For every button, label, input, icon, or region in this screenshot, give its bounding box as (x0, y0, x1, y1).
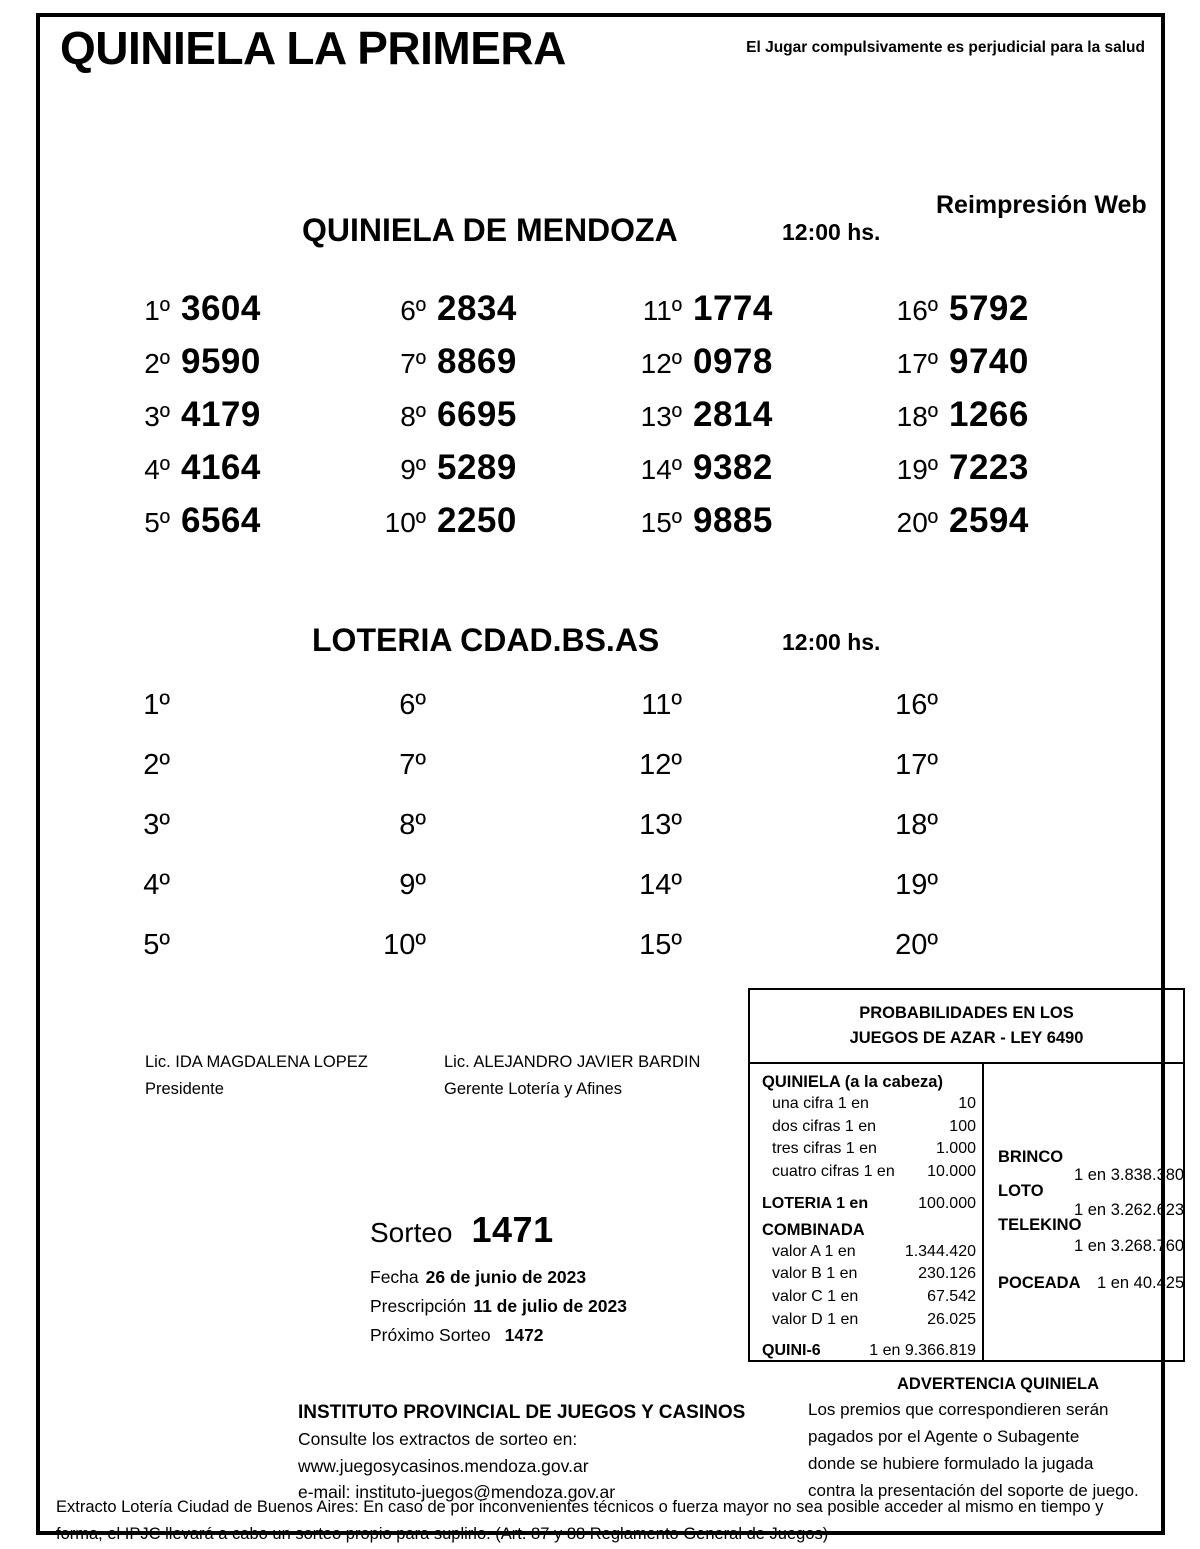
result-position: 14º (640, 454, 682, 485)
advertencia-line: donde se hubiere formulado la jugada (808, 1453, 1094, 1473)
probability-row (762, 1263, 982, 1286)
result-number: 4164 (181, 448, 261, 487)
result-cell (364, 289, 620, 342)
probability-row (762, 1161, 982, 1184)
result-number: 2594 (949, 501, 1029, 540)
probabilities-left-column (750, 1064, 984, 1362)
instituto-line: www.juegosycasinos.mendoza.gov.ar (298, 1455, 589, 1476)
result-cell (108, 689, 364, 749)
result-position: 10º (383, 929, 426, 961)
sorteo-proximo-value: 1472 (504, 1324, 544, 1345)
result-position: 1º (143, 689, 170, 721)
result-cell (364, 869, 620, 929)
result-position: 18º (895, 809, 938, 841)
instituto-line: Consulte los extractos de sorteo en: (298, 1429, 578, 1449)
combinada-row-label: valor B 1 en (772, 1265, 858, 1283)
result-position: 11º (642, 295, 682, 326)
quiniela-row-value: 10.000 (927, 1163, 976, 1181)
combinada-row-label: valor D 1 en (772, 1310, 859, 1328)
result-position: 4º (143, 869, 170, 901)
result-number: 5792 (949, 289, 1029, 328)
brinco-value-wrap (1074, 1166, 1184, 1185)
result-position: 20º (896, 507, 938, 538)
result-cell (876, 689, 1132, 749)
result-cell (364, 342, 620, 395)
combinada-rows (762, 1241, 982, 1332)
sorteo-prescripcion-label: Prescripción (370, 1295, 467, 1316)
brinco-item (998, 1148, 1063, 1167)
result-position: 3º (144, 401, 170, 432)
combinada-row-value: 26.025 (927, 1310, 976, 1328)
result-position: 9º (399, 869, 426, 901)
sorteo-prescripcion (370, 1292, 730, 1321)
result-position: 10º (384, 507, 426, 538)
loteria-value: 100.000 (918, 1194, 976, 1212)
result-position: 15º (640, 507, 682, 538)
quiniela-row-value: 100 (949, 1117, 976, 1135)
result-position: 5º (144, 507, 170, 538)
probability-row (762, 1138, 982, 1161)
advertencia-lines (808, 1397, 1188, 1504)
result-position: 16º (895, 689, 938, 721)
loteria-label: LOTERIA 1 en (762, 1194, 869, 1212)
probabilities-title-line1: PROBABILIDADES EN LOS (859, 1004, 1074, 1023)
draw-time-mendoza: 12:00 hs. (782, 219, 881, 245)
result-position: 19º (896, 454, 938, 485)
telekino-value-wrap (1074, 1237, 1184, 1256)
signature-president-role: Presidente (145, 1079, 224, 1098)
result-cell (364, 448, 620, 501)
result-number: 9885 (693, 501, 773, 540)
loto-label: LOTO (998, 1182, 1044, 1200)
advertencia-title: ADVERTENCIA QUINIELA (897, 1375, 1099, 1393)
probabilities-table (748, 988, 1185, 1362)
result-number: 9740 (949, 342, 1029, 381)
loto-value: 1 en 3.262.623 (1074, 1201, 1185, 1219)
result-cell (876, 289, 1132, 342)
result-position: 20º (895, 929, 938, 961)
page-title: QUINIELA LA PRIMERA (60, 22, 566, 74)
sorteo-label: Sorteo (370, 1217, 453, 1248)
probability-row (762, 1116, 982, 1139)
telekino-value: 1 en 3.268.760 (1074, 1237, 1185, 1255)
signature-president-name: Lic. IDA MAGDALENA LOPEZ (145, 1053, 368, 1071)
probability-row (762, 1286, 982, 1309)
quini6-value: 1 en 9.366.819 (869, 1342, 976, 1360)
result-cell (620, 929, 876, 989)
result-number: 2834 (437, 289, 517, 328)
combinada-row-value: 67.542 (927, 1288, 976, 1306)
result-position: 12º (639, 749, 682, 781)
advertencia-block (808, 1375, 1188, 1504)
result-position: 9º (400, 454, 426, 485)
result-number: 5289 (437, 448, 517, 487)
sorteo-fecha-label: Fecha (370, 1267, 419, 1287)
result-cell (876, 749, 1132, 809)
probabilities-title (750, 990, 1183, 1064)
draw-header-bsas (312, 595, 1012, 659)
result-cell (620, 749, 876, 809)
result-cell (876, 501, 1132, 554)
quini6-label: QUINI-6 (762, 1342, 821, 1360)
result-position: 17º (896, 348, 938, 379)
probabilities-right-column (984, 1064, 1183, 1362)
result-position: 8º (400, 401, 426, 432)
result-cell (108, 929, 364, 989)
combinada-heading: COMBINADA (762, 1220, 865, 1239)
loto-value-wrap (1074, 1201, 1184, 1220)
signature-president (145, 1049, 368, 1102)
result-position: 2º (143, 749, 170, 781)
result-cell (620, 448, 876, 501)
results-grid-bsas (108, 689, 1132, 989)
advertencia-line: Los premios que correspondieren serán (808, 1400, 1109, 1419)
result-number: 6695 (437, 395, 517, 434)
result-cell (108, 342, 364, 395)
quiniela-row-value: 1.000 (935, 1140, 976, 1158)
sorteo-block (370, 1209, 730, 1350)
brinco-value: 1 en 3.838.380 (1074, 1166, 1185, 1184)
quiniela-rows (762, 1093, 982, 1184)
result-position: 19º (895, 869, 938, 901)
sorteo-heading (370, 1209, 730, 1251)
quini6-row (762, 1340, 982, 1363)
result-position: 13º (640, 401, 682, 432)
result-number: 0978 (693, 342, 773, 381)
quiniela-row-label: dos cifras 1 en (772, 1117, 877, 1135)
result-number: 6564 (181, 501, 261, 540)
combinada-row-label: valor C 1 en (772, 1288, 859, 1306)
result-position: 12º (640, 348, 682, 379)
result-cell (364, 809, 620, 869)
quiniela-heading: QUINIELA (a la cabeza) (762, 1073, 943, 1091)
signature-manager-role: Gerente Lotería y Afines (444, 1079, 622, 1098)
signature-manager-name: Lic. ALEJANDRO JAVIER BARDIN (444, 1053, 701, 1071)
probability-row (762, 1309, 982, 1332)
result-cell (620, 501, 876, 554)
draw-header-mendoza (302, 185, 1162, 249)
result-cell (108, 501, 364, 554)
result-cell (108, 809, 364, 869)
result-cell (108, 395, 364, 448)
quiniela-row-label: tres cifras 1 en (772, 1140, 877, 1158)
sorteo-proximo (370, 1321, 730, 1350)
result-position: 17º (895, 749, 938, 781)
result-cell (620, 809, 876, 869)
result-position: 7º (399, 749, 426, 781)
gambling-warning: El Jugar compulsivamente es perjudicial para la salud (746, 39, 1145, 56)
result-cell (364, 929, 620, 989)
result-position: 14º (639, 869, 682, 901)
result-cell (364, 501, 620, 554)
result-position: 1º (144, 295, 170, 326)
result-number: 8869 (437, 342, 517, 381)
result-cell (620, 869, 876, 929)
sorteo-prescripcion-value: 11 de julio de 2023 (473, 1295, 627, 1316)
instituto-block (298, 1402, 745, 1506)
probability-row (762, 1241, 982, 1264)
instituto-title: INSTITUTO PROVINCIAL DE JUEGOS Y CASINOS (298, 1402, 746, 1423)
result-position: 15º (639, 929, 682, 961)
footnote: Extracto Lotería Ciudad de Buenos Aires: En caso de por inconvenientes técnicos o fuerza mayor no sea posible acceder al mismo en tiempo y forma, el IPJC llevará a cabo un sorteo propio para suplirlo. (Art. 87 y 88 Reglamento General de Juegos) (56, 1498, 1104, 1544)
loteria-row (762, 1193, 982, 1216)
combinada-row-label: valor A 1 en (772, 1242, 856, 1260)
result-cell (620, 342, 876, 395)
result-number: 4179 (181, 395, 261, 434)
signature-manager (444, 1049, 700, 1102)
probabilities-title-line2: JUEGOS DE AZAR - LEY 6490 (849, 1029, 1084, 1047)
result-position: 7º (400, 348, 426, 379)
result-cell (108, 448, 364, 501)
result-position: 6º (400, 295, 426, 326)
result-position: 2º (144, 348, 170, 379)
brinco-label: BRINCO (998, 1148, 1064, 1166)
result-cell (876, 809, 1132, 869)
draw-title-bsas: LOTERIA CDAD.BS.AS (312, 622, 660, 658)
result-position: 4º (144, 454, 170, 485)
results-grid-mendoza (108, 289, 1132, 554)
result-position: 3º (143, 809, 170, 841)
result-cell (108, 869, 364, 929)
result-position: 11º (641, 689, 682, 721)
loto-item (998, 1182, 1044, 1201)
result-number: 3604 (181, 289, 261, 328)
result-cell (876, 448, 1132, 501)
advertencia-line: contra la presentación del soporte de juego. (808, 1480, 1139, 1500)
result-cell (364, 689, 620, 749)
quiniela-row-label: cuatro cifras 1 en (772, 1163, 895, 1181)
result-number: 1774 (693, 289, 773, 328)
quiniela-row-value: 10 (958, 1095, 976, 1112)
result-cell (876, 342, 1132, 395)
reprint-flag: Reimpresión Web (936, 191, 1147, 219)
result-cell (108, 289, 364, 342)
draw-time-bsas: 12:00 hs. (782, 629, 881, 655)
poceada-item (998, 1274, 1184, 1293)
result-cell (620, 289, 876, 342)
quiniela-row-label: una cifra 1 en (772, 1095, 869, 1112)
advertencia-line: pagados por el Agente o Subagente (808, 1426, 1080, 1446)
result-position: 8º (399, 809, 426, 841)
combinada-row-value: 230.126 (918, 1265, 976, 1283)
sorteo-proximo-label: Próximo Sorteo (370, 1324, 491, 1345)
probabilities-body (750, 1064, 1183, 1362)
result-number: 7223 (949, 448, 1029, 487)
combinada-row-value: 1.344.420 (904, 1242, 976, 1260)
result-cell (620, 395, 876, 448)
result-number: 1266 (949, 395, 1029, 434)
result-number: 9382 (693, 448, 773, 487)
result-position: 13º (639, 809, 682, 841)
poceada-value: 1 en 40.425 (1096, 1274, 1185, 1292)
result-cell (620, 689, 876, 749)
result-cell (876, 395, 1132, 448)
extract-page (36, 13, 1185, 1544)
telekino-label: TELEKINO (998, 1216, 1082, 1234)
sorteo-fecha (370, 1263, 730, 1292)
poceada-label: POCEADA (998, 1274, 1081, 1292)
draw-title-mendoza: QUINIELA DE MENDOZA (302, 212, 678, 248)
probability-row (762, 1093, 982, 1116)
result-cell (364, 749, 620, 809)
result-cell (108, 749, 364, 809)
result-position: 5º (143, 929, 170, 961)
sorteo-fecha-value: 26 de junio de 2023 (425, 1267, 587, 1287)
result-number: 2814 (693, 395, 773, 434)
telekino-item (998, 1216, 1081, 1235)
result-cell (364, 395, 620, 448)
masthead (60, 22, 1145, 87)
instituto-line: e-mail: instituto-juegos@mendoza.gov.ar (298, 1482, 616, 1503)
result-cell (876, 869, 1132, 929)
result-number: 2250 (437, 501, 517, 540)
result-position: 6º (399, 689, 426, 721)
result-position: 16º (896, 295, 938, 326)
sorteo-number: 1471 (471, 1209, 554, 1250)
result-number: 9590 (181, 342, 261, 381)
result-position: 18º (896, 401, 938, 432)
result-cell (876, 929, 1132, 989)
